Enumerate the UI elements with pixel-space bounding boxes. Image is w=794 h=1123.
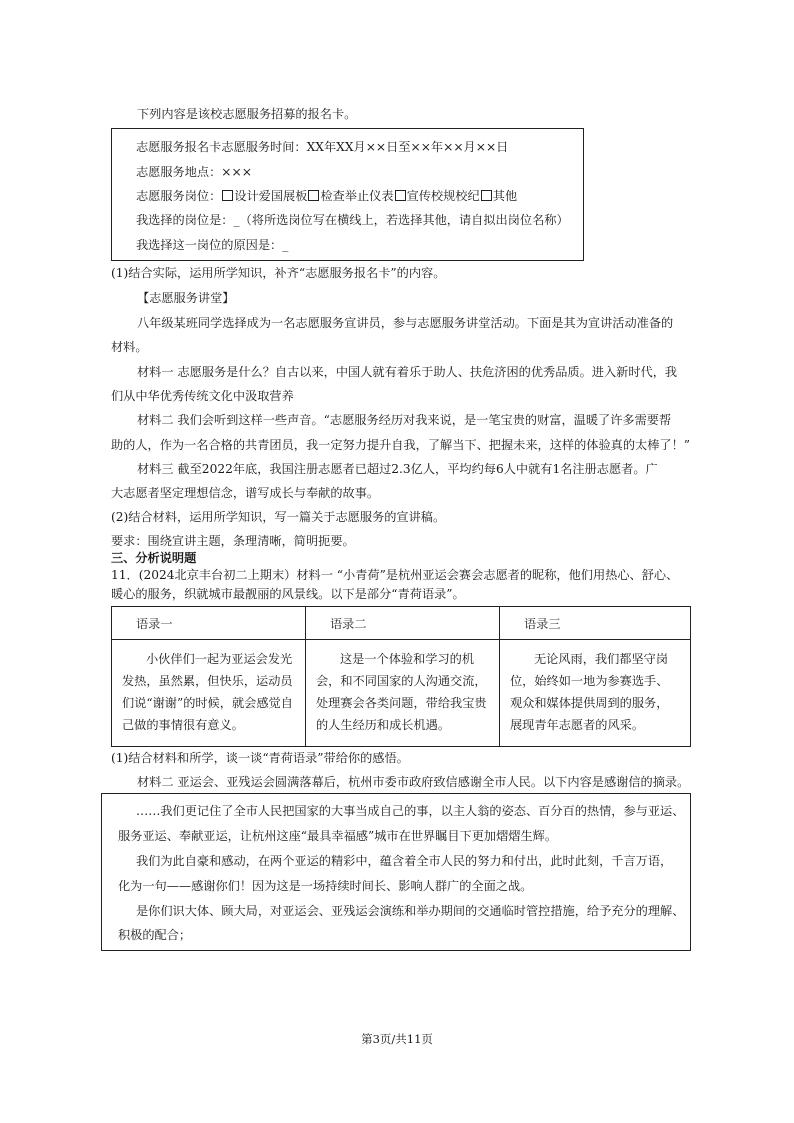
requirements: 要求：围绕宣讲主题，条理清晰，简明扼要。 — [111, 534, 355, 548]
card-positions — [136, 187, 517, 204]
material-11-2: 材料二 亚运会、亚残运会圆满落幕后，杭州市委市政府致信感谢全市人民。以下内容是感谢信的摘录。 — [137, 775, 690, 789]
quotes-table — [111, 606, 691, 747]
material-2-line2: 助的人，作为一名合格的共青团员，我一定努力提升自我，了解当下、把握未来，这样的体验真的太棒了！” — [111, 438, 691, 452]
checkbox-icon[interactable] — [222, 190, 233, 201]
question-11-sub1: (1)结合材料和所学，谈一谈“青荷语录”带给你的感悟。 — [111, 751, 409, 765]
letter-p2-line2: 化为一句——感谢你们！因为这是一场持续时间长、影响人群广的全面之战。 — [118, 879, 533, 893]
lecture-intro-line2: 材料。 — [111, 340, 148, 354]
position-option: 检查举止仪表 — [320, 189, 394, 203]
card-location: 志愿服务地点：××× — [136, 165, 252, 179]
question-1: (1)结合实际，运用所学知识，补齐“志愿服务报名卡”的内容。 — [111, 266, 446, 280]
letter-p1-line2: 服务亚运、奉献亚运，让杭州这座“最具幸福感”城市在世界瞩目下更加熠熠生辉。 — [118, 829, 558, 843]
card-time: 志愿服务报名卡志愿服务时间：XX年XX月××日至××年××月××日 — [136, 140, 509, 154]
question-2: (2)结合材料，运用所学知识，写一篇关于志愿服务的宣讲稿。 — [111, 510, 446, 524]
positions-label: 志愿服务岗位： — [136, 189, 222, 203]
material-2-line1: 材料二 我们会听到这样一些声音。“志愿服务经历对我来说，是一笔宝贵的财富，温暖了许多需要帮 — [137, 413, 672, 427]
quote-title: 语录一 — [136, 617, 173, 631]
quote-title: 语录二 — [330, 617, 367, 631]
quote-text: 无论风雨，我们都坚守岗位，始终如一地为参赛选手、观众和媒体提供周到的服务，展现青年志愿者的风采。 — [510, 652, 669, 732]
table-cell — [112, 640, 306, 747]
quote-text: 这是一个体验和学习的机会，和不同国家的人沟通交流，处理赛会各类问题，带给我宝贵的人生经历和成长机遇。 — [316, 652, 487, 732]
section-3-heading: 三、分析说明题 — [111, 551, 197, 565]
card-chosen-position: 我选择的岗位是：_（将所选岗位写在横线上，若选择其他，请自拟出岗位名称） — [136, 213, 569, 227]
checkbox-icon[interactable] — [395, 190, 406, 201]
letter-p1-line1: ……我们更记住了全市人民把国家的大事当成自己的事，以主人翁的姿态、百分百的热情，参与亚运、 — [136, 804, 685, 818]
table-cell — [306, 640, 500, 747]
intro-text: 下列内容是该校志愿服务招募的报名卡。 — [137, 107, 357, 121]
position-option: 设计爱国展板 — [234, 189, 308, 203]
question-11-line1: 11．(2024北京丰台初二上期末）材料一 “小青荷”是杭州亚运会赛会志愿者的昵称，他们用热心、舒心、 — [111, 568, 679, 582]
letter-p3-line1: 是你们识大体、顾大局，对亚运会、亚残运会演练和举办期间的交通临时管控措施，给予充分的理解、 — [136, 904, 685, 918]
material-1-line1: 材料一 志愿服务是什么？自古以来，中国人就有着乐于助人、扶危济困的优秀品质。进入新时代，我 — [137, 365, 678, 379]
position-option: 其他 — [492, 189, 518, 203]
table-cell — [500, 640, 691, 747]
table-header-cell — [500, 607, 691, 640]
lecture-intro-line1: 八年级某班同学选择成为一名志愿服务宣讲员，参与志愿服务讲堂活动。下面是其为宣讲活动准备的 — [137, 316, 674, 330]
material-1-line2: 们从中华优秀传统文化中汲取营养 — [111, 389, 294, 403]
table-header-row — [112, 607, 691, 640]
section-lecture-heading: 【志愿服务讲堂】 — [137, 291, 235, 305]
table-header-cell — [112, 607, 306, 640]
checkbox-icon[interactable] — [481, 190, 492, 201]
page-footer: 第3页/共11页 — [361, 1032, 433, 1046]
position-option: 宣传校规校纪 — [406, 189, 480, 203]
material-3-line1: 材料三 截至2022年底，我国注册志愿者已超过2.3亿人，平均约每6人中就有1名注册志愿者。广 — [137, 462, 658, 476]
card-reason: 我选择这一岗位的原因是：_ — [136, 238, 289, 252]
letter-p2-line1: 我们为此自豪和感动，在两个亚运的精彩中，蕴含着全市人民的努力和付出，此时此刻，千言万语， — [136, 854, 673, 868]
question-11-line2: 暖心的服务，织就城市最靓丽的风景线。以下是部分“青荷语录”。 — [111, 587, 465, 601]
table-row — [112, 640, 691, 747]
material-3-line2: 大志愿者坚定理想信念，谱写成长与奉献的故事。 — [111, 486, 380, 500]
letter-p3-line2: 积极的配合； — [118, 928, 192, 942]
registration-card — [111, 128, 584, 261]
quote-text: 小伙伴们一起为亚运会发光发热，虽然累，但快乐，运动员们说“谢谢”的时候，就会感觉自己做的事情很有意义。 — [122, 652, 293, 732]
checkbox-icon[interactable] — [308, 190, 319, 201]
thank-you-letter — [101, 793, 691, 951]
quote-title: 语录三 — [524, 617, 561, 631]
table-header-cell — [306, 607, 500, 640]
